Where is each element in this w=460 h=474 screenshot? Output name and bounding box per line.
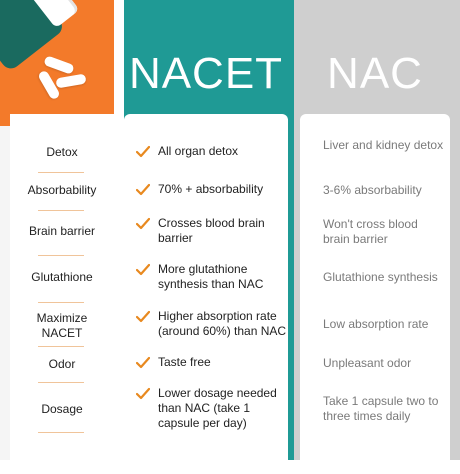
capsule-icon — [55, 73, 86, 88]
checkmark-icon — [136, 145, 150, 159]
row-label-odor: Odor — [48, 356, 76, 371]
nacet-text: Higher absorption rate (around 60%) than NAC — [158, 309, 287, 338]
nacet-text: Taste free — [158, 355, 211, 369]
row-divider — [38, 172, 84, 173]
nac-text-detox: Liver and kidney detox — [323, 138, 444, 152]
nacet-text: Lower dosage needed than NAC (take 1 capsule per day) — [158, 386, 277, 430]
checkmark-icon — [136, 183, 150, 197]
nac-text-glutathione: Glutathione synthesis — [323, 270, 438, 284]
row-divider — [38, 255, 84, 256]
nacet-text: All organ detox — [158, 144, 239, 158]
row-divider — [38, 432, 84, 433]
row-divider — [38, 210, 84, 211]
nac-text-odor: Unpleasant odor — [323, 356, 412, 370]
nac-text-maximize: Low absorption rate — [323, 317, 429, 331]
product-image-band — [0, 0, 114, 126]
row-divider — [38, 346, 84, 347]
row-label-maximize-nacet: Maximize NACET — [36, 311, 88, 340]
checkmark-icon — [136, 387, 150, 401]
row-label-glutathione: Glutathione — [31, 269, 93, 284]
checkmark-icon — [136, 310, 150, 324]
capsule-icon — [43, 55, 75, 75]
label-card — [10, 114, 114, 474]
row-divider — [38, 302, 84, 303]
checkmark-icon — [136, 263, 150, 277]
nacet-text: Crosses blood brain barrier — [158, 216, 265, 245]
nac-header: NAC — [327, 49, 423, 98]
nacet-text: More glutathione synthesis than NAC — [158, 262, 264, 291]
checkmark-icon — [136, 217, 150, 231]
nacet-text: 70% + absorbability — [158, 182, 264, 196]
row-label-dosage: Dosage — [41, 401, 83, 416]
row-label-brain-barrier: Brain barrier — [28, 223, 96, 238]
row-label-absorbability: Absorbability — [27, 182, 97, 197]
nac-text-dosage: Take 1 capsule two to three times daily — [323, 394, 439, 423]
nacet-header: NACET — [128, 49, 284, 98]
nac-text-brain-barrier: Won't cross blood brain barrier — [323, 217, 418, 246]
row-divider — [38, 382, 84, 383]
nac-text-absorbability: 3-6% absorbability — [323, 183, 422, 197]
supplement-bottle-icon — [0, 0, 102, 80]
checkmark-icon — [136, 356, 150, 370]
row-label-detox: Detox — [46, 144, 78, 159]
